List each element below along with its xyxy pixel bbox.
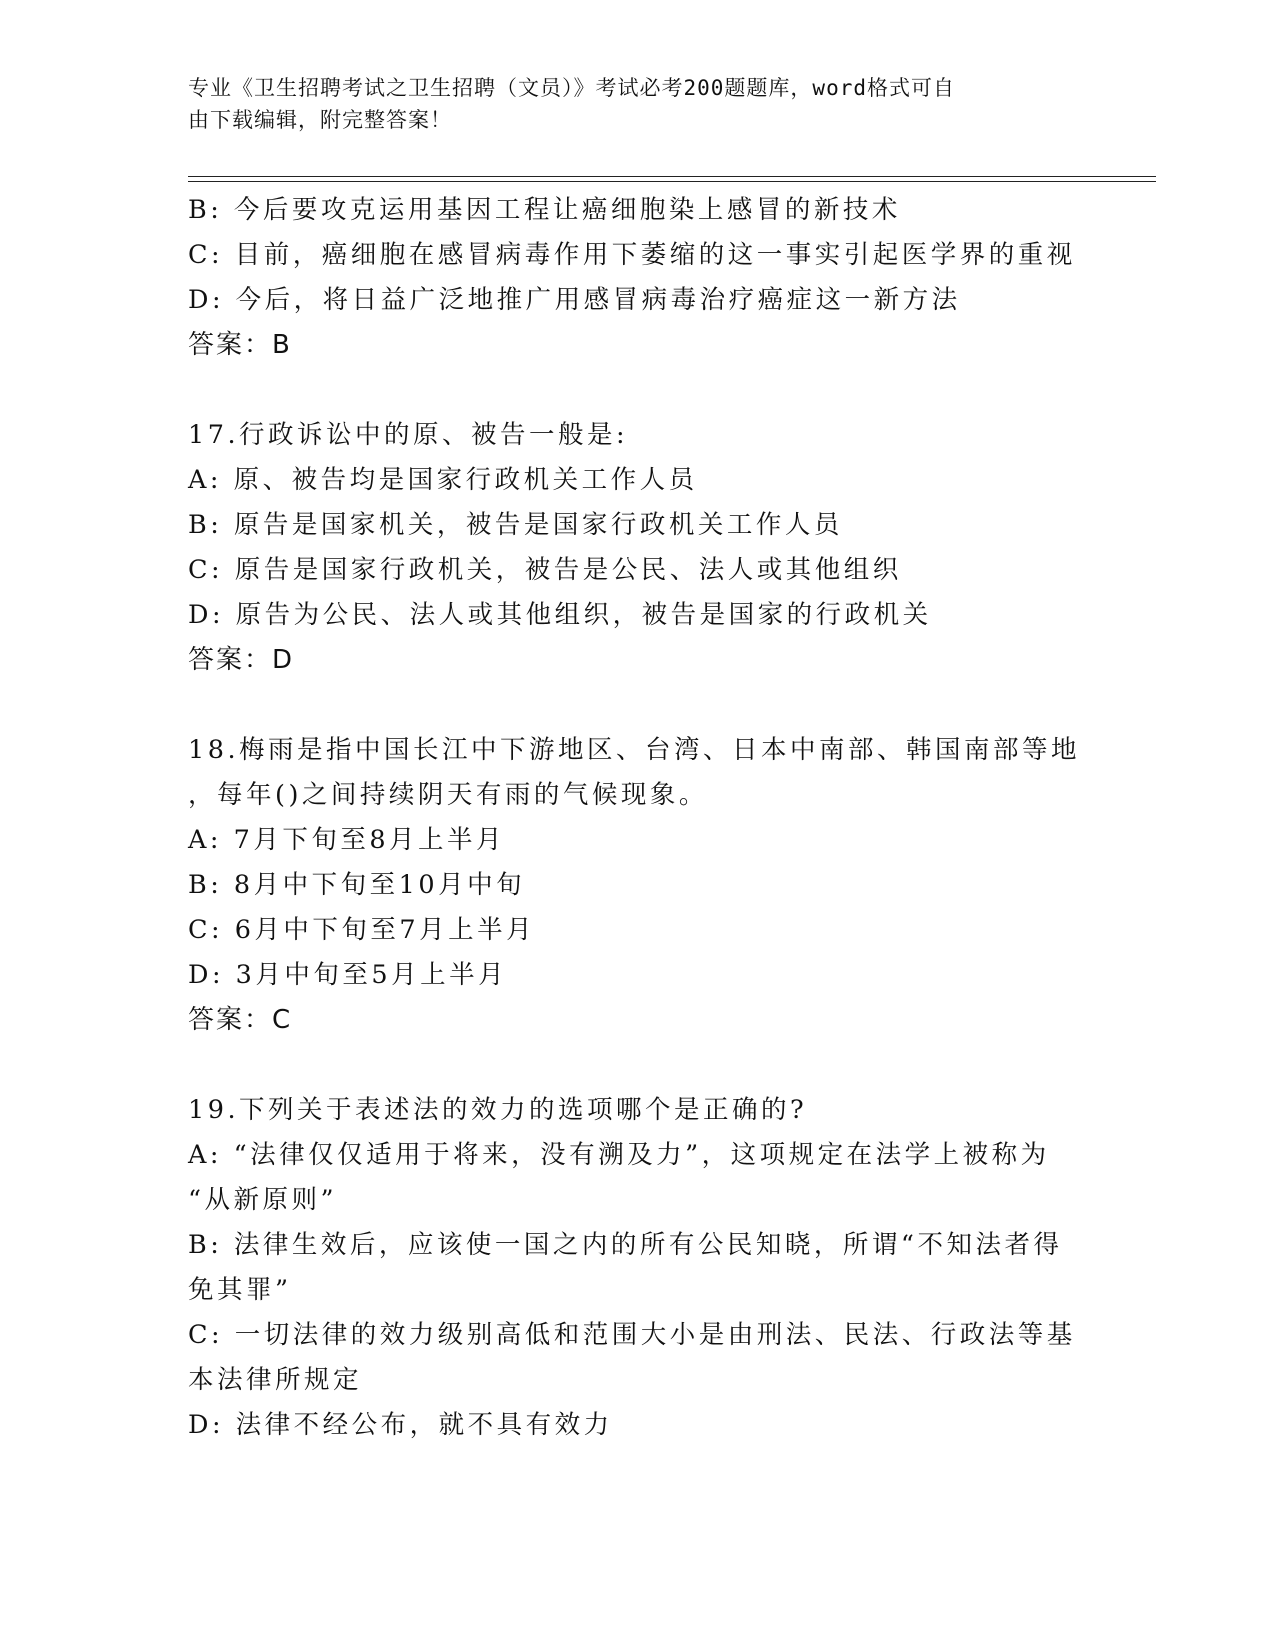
option-c-continued: 本法律所规定	[188, 1365, 363, 1395]
question-text: 18.梅雨是指中国长江中下游地区、台湾、日本中南部、韩国南部等地	[188, 735, 1081, 765]
question-text: 19.下列关于表述法的效力的选项哪个是正确的?	[188, 1095, 808, 1125]
option-a: A: 7月下旬至8月上半月	[188, 825, 506, 855]
option-d: D: 今后，将日益广泛地推广用感冒病毒治疗癌症这一新方法	[188, 285, 961, 315]
option-d: D: 法律不经公布，就不具有效力	[188, 1410, 613, 1440]
option-b: B: 法律生效后，应该使一国之内的所有公民知晓，所谓“不知法者得	[188, 1230, 1063, 1260]
question-list	[188, 188, 1088, 1448]
answer-label: 答案：C	[188, 1005, 293, 1035]
header-line-1: 专业《卫生招聘考试之卫生招聘（文员）》考试必考200题题库，word格式可自	[188, 76, 955, 100]
option-d: D: 3月中旬至5月上半月	[188, 960, 508, 990]
option-b: B: 8月中下旬至10月中旬	[188, 870, 526, 900]
option-b: B: 今后要攻克运用基因工程让癌细胞染上感冒的新技术	[188, 195, 901, 225]
header-line-2: 由下载编辑，附完整答案！	[188, 108, 452, 132]
option-c: C: 原告是国家行政机关，被告是公民、法人或其他组织	[188, 555, 902, 585]
option-c: C: 6月中下旬至7月上半月	[188, 915, 536, 945]
question-block-19	[188, 1088, 1088, 1448]
option-c: C: 目前，癌细胞在感冒病毒作用下萎缩的这一事实引起医学界的重视	[188, 240, 1076, 270]
question-block-16	[188, 188, 1088, 368]
header-divider-bottom	[188, 181, 1156, 182]
option-a: A: “法律仅仅适用于将来，没有溯及力”，这项规定在法学上被称为	[188, 1140, 1050, 1170]
option-d: D: 原告为公民、法人或其他组织，被告是国家的行政机关	[188, 600, 932, 630]
question-text-continued: ，每年()之间持续阴天有雨的气候现象。	[188, 780, 708, 810]
option-a: A: 原、被告均是国家行政机关工作人员	[188, 465, 698, 495]
question-block-17	[188, 413, 1088, 683]
answer-label: 答案：B	[188, 330, 292, 360]
header-divider-top	[188, 176, 1156, 177]
option-b: B: 原告是国家机关，被告是国家行政机关工作人员	[188, 510, 843, 540]
option-c: C: 一切法律的效力级别高低和范围大小是由刑法、民法、行政法等基	[188, 1320, 1076, 1350]
question-block-18	[188, 728, 1088, 1043]
question-text: 17.行政诉讼中的原、被告一般是:	[188, 420, 629, 450]
answer-label: 答案：D	[188, 645, 295, 675]
option-b-continued: 免其罪”	[188, 1275, 292, 1305]
option-a-continued: “从新原则”	[188, 1185, 338, 1215]
document-header	[188, 72, 1088, 136]
